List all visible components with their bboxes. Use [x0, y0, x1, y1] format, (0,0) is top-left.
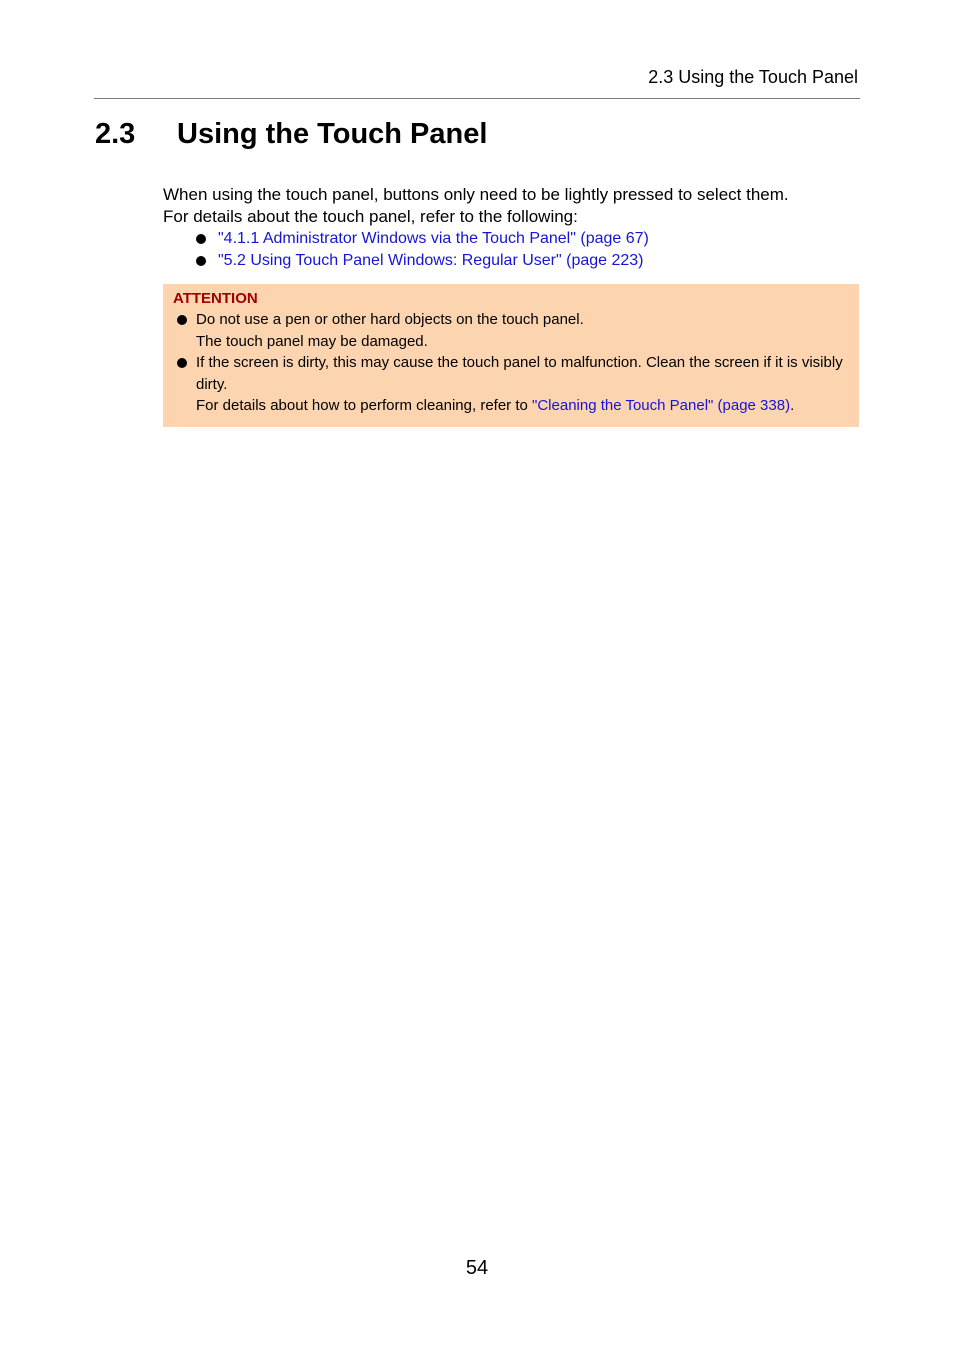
intro-line-2: For details about the touch panel, refer to the following: — [163, 207, 578, 226]
section-number: 2.3 — [95, 118, 136, 150]
list-item — [163, 228, 863, 250]
header-divider — [94, 98, 860, 99]
list-item — [163, 250, 863, 272]
section-title: Using the Touch Panel — [177, 118, 488, 150]
intro-line-1: When using the touch panel, buttons only need to be lightly pressed to select them. — [163, 185, 789, 204]
bullet-icon — [196, 234, 206, 244]
running-header: 2.3 Using the Touch Panel — [648, 67, 858, 87]
bullet-icon — [196, 256, 206, 266]
link-regular-user-windows[interactable]: "5.2 Using Touch Panel Windows: Regular User" (page 223) — [218, 252, 644, 269]
attention-box — [163, 284, 859, 427]
attention-item-2-detail — [196, 395, 849, 417]
page-number: 54 — [465, 1257, 489, 1279]
reference-list — [163, 228, 863, 272]
attention-detail-prefix: For details about how to perform cleaning, refer to — [196, 397, 533, 414]
attention-list — [173, 309, 849, 417]
bullet-icon — [177, 315, 187, 325]
attention-detail-suffix: . — [790, 397, 795, 414]
section-heading — [95, 117, 487, 151]
bullet-icon — [177, 358, 187, 368]
attention-item-2-line-1: If the screen is dirty, this may cause the touch panel to malfunction. Clean the screen if it is visibly dirty. — [196, 354, 843, 393]
attention-item-1-line-1: Do not use a pen or other hard objects on the touch panel. — [196, 311, 584, 328]
section-body — [163, 184, 863, 272]
attention-item-1-line-2: The touch panel may be damaged. — [196, 332, 428, 350]
attention-title: ATTENTION — [173, 290, 258, 307]
list-item — [173, 352, 849, 417]
list-item — [173, 309, 849, 352]
link-cleaning-touch-panel[interactable]: "Cleaning the Touch Panel" (page 338) — [532, 397, 791, 414]
link-admin-windows[interactable]: "4.1.1 Administrator Windows via the Touch Panel" (page 67) — [218, 230, 649, 247]
